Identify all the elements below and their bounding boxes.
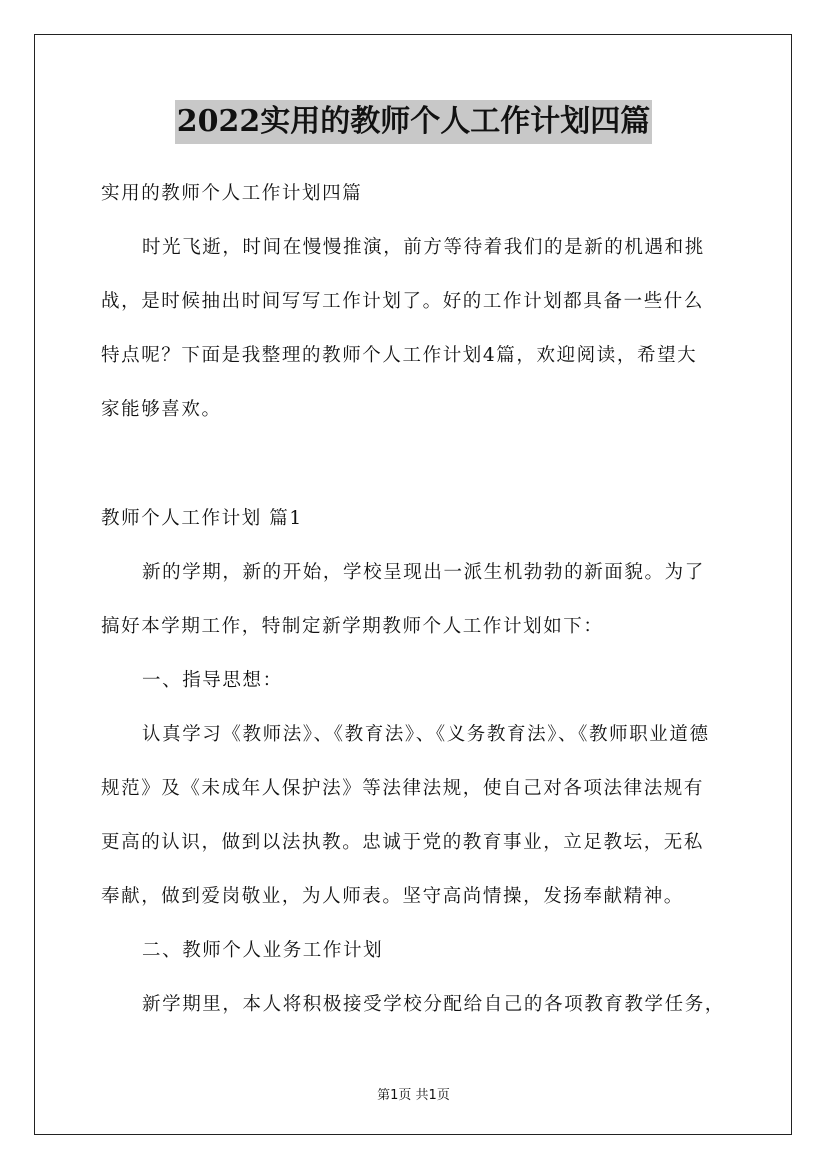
document-title: 2022实用的教师个人工作计划四篇 [175, 100, 653, 144]
intro-line: 特点呢？下面是我整理的教师个人工作计划4篇，欢迎阅读，希望大 [101, 345, 698, 366]
paragraph-line: 新的学期，新的开始，学校呈现出一派生机勃勃的新面貌。为了 [142, 562, 705, 583]
intro-line: 家能够喜欢。 [101, 399, 222, 420]
subheading-guiding-ideology: 一、指导思想： [142, 670, 283, 691]
paragraph-line: 规范》及《未成年人保护法》等法律法规，使自己对各项法律法规有 [101, 778, 705, 799]
section-heading: 教师个人工作计划 篇1 [101, 508, 303, 529]
document-subtitle: 实用的教师个人工作计划四篇 [101, 183, 363, 204]
paragraph-line: 搞好本学期工作，特制定新学期教师个人工作计划如下： [101, 616, 604, 637]
title-wrap [0, 100, 827, 144]
paragraph-line: 更高的认识，做到以法执教。忠诚于党的教育事业，立足教坛，无私 [101, 832, 705, 853]
page-footer: 第1页 共1页 [377, 1088, 450, 1103]
paragraph-line: 新学期里，本人将积极接受学校分配给自己的各项教育教学任务， [142, 994, 725, 1015]
paragraph-line: 认真学习《教师法》、《教育法》、《义务教育法》、《教师职业道德 [142, 724, 710, 745]
intro-line: 时光飞逝，时间在慢慢推演，前方等待着我们的是新的机遇和挑 [142, 237, 705, 258]
paragraph-line: 奉献，做到爱岗敬业，为人师表。坚守高尚情操，发扬奉献精神。 [101, 886, 684, 907]
intro-line: 战，是时候抽出时间写写工作计划了。好的工作计划都具备一些什么 [101, 291, 705, 312]
subheading-work-plan: 二、教师个人业务工作计划 [142, 940, 384, 961]
